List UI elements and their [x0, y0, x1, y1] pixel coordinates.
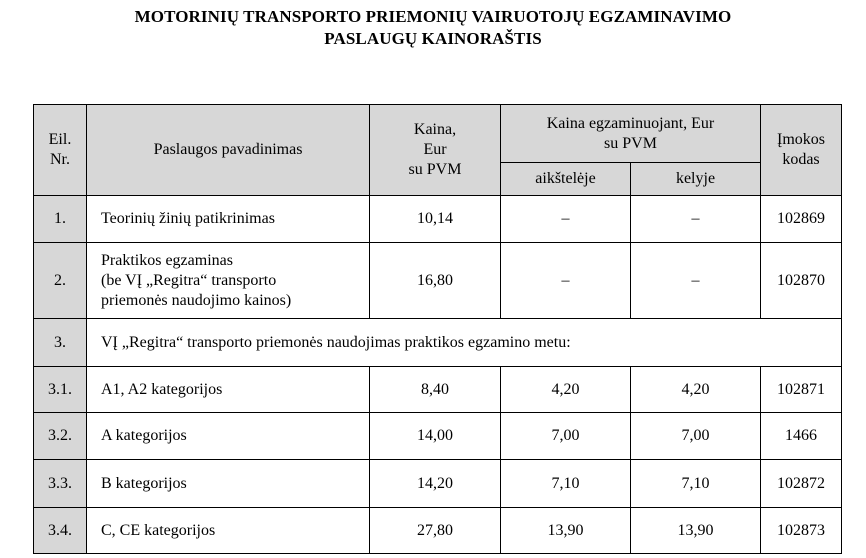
row-number: 3.2. — [34, 413, 87, 460]
site-price-cell: 7,10 — [501, 460, 631, 508]
service-name-line3: priemonės naudojimo kainos) — [101, 291, 292, 309]
header-exam-line1: Kaina egzaminuojant, Eur — [546, 114, 715, 132]
site-price-cell: – — [501, 243, 631, 319]
header-price-line3: su PVM — [408, 161, 462, 178]
payment-code-cell: 102872 — [761, 460, 842, 508]
header-exam-line2: su PVM — [604, 134, 657, 152]
road-price-cell: – — [631, 243, 761, 319]
price-cell: 8,40 — [370, 367, 501, 413]
header-nr-line1: Eil. — [48, 131, 72, 148]
header-price-line2: Eur — [423, 141, 447, 158]
row-number: 3.3. — [34, 460, 87, 508]
price-cell: 14,00 — [370, 413, 501, 460]
service-name: A1, A2 kategorijos — [87, 367, 370, 413]
table-row — [34, 460, 842, 508]
payment-code-cell: 102873 — [761, 508, 842, 554]
site-price-cell: 13,90 — [501, 508, 631, 554]
service-name-line2: (be VĮ „Regitra“ transporto — [101, 271, 277, 289]
header-price-line1: Kaina, — [413, 121, 457, 138]
table-row — [34, 196, 842, 243]
header-nr — [34, 105, 87, 196]
service-name-line1: Praktikos egzaminas — [101, 251, 233, 269]
price-table — [33, 104, 842, 554]
table-row — [34, 367, 842, 413]
road-price-cell: – — [631, 196, 761, 243]
title-line-2: PASLAUGŲ KAINORAŠTIS — [324, 29, 542, 48]
table-row — [34, 413, 842, 460]
document-title — [0, 6, 866, 50]
service-name: C, CE kategorijos — [87, 508, 370, 554]
service-name: B kategorijos — [87, 460, 370, 508]
site-price-cell: 4,20 — [501, 367, 631, 413]
site-price-cell: – — [501, 196, 631, 243]
price-cell: 16,80 — [370, 243, 501, 319]
road-price-cell: 7,00 — [631, 413, 761, 460]
header-code — [761, 105, 842, 196]
row-number: 3.1. — [34, 367, 87, 413]
payment-code-cell: 102870 — [761, 243, 842, 319]
payment-code-cell: 102871 — [761, 367, 842, 413]
service-name: Teorinių žinių patikrinimas — [87, 196, 370, 243]
header-road: kelyje — [631, 163, 761, 196]
road-price-cell: 7,10 — [631, 460, 761, 508]
header-code-line1: Įmokos — [777, 131, 825, 148]
price-cell: 14,20 — [370, 460, 501, 508]
table-row — [34, 508, 842, 554]
row-number: 3.4. — [34, 508, 87, 554]
price-cell: 10,14 — [370, 196, 501, 243]
header-code-line2: kodas — [782, 151, 820, 168]
header-name: Paslaugos pavadinimas — [87, 105, 370, 196]
title-line-1: MOTORINIŲ TRANSPORTO PRIEMONIŲ VAIRUOTOJŲ EGZAMINAVIMO — [134, 7, 732, 26]
header-nr-line2: Nr. — [50, 151, 70, 168]
table-row — [34, 243, 842, 319]
payment-code-cell: 1466 — [761, 413, 842, 460]
header-price — [370, 105, 501, 196]
service-name: A kategorijos — [87, 413, 370, 460]
table-row — [34, 319, 842, 367]
row-number: 3. — [34, 319, 87, 367]
payment-code-cell: 102869 — [761, 196, 842, 243]
header-site: aikštelėje — [501, 163, 631, 196]
header-exam-price — [501, 105, 761, 163]
row-number: 2. — [34, 243, 87, 319]
road-price-cell: 13,90 — [631, 508, 761, 554]
road-price-cell: 4,20 — [631, 367, 761, 413]
site-price-cell: 7,00 — [501, 413, 631, 460]
section-heading: VĮ „Regitra“ transporto priemonės naudojimas praktikos egzamino metu: — [87, 319, 842, 367]
service-name — [87, 243, 370, 319]
price-cell: 27,80 — [370, 508, 501, 554]
row-number: 1. — [34, 196, 87, 243]
